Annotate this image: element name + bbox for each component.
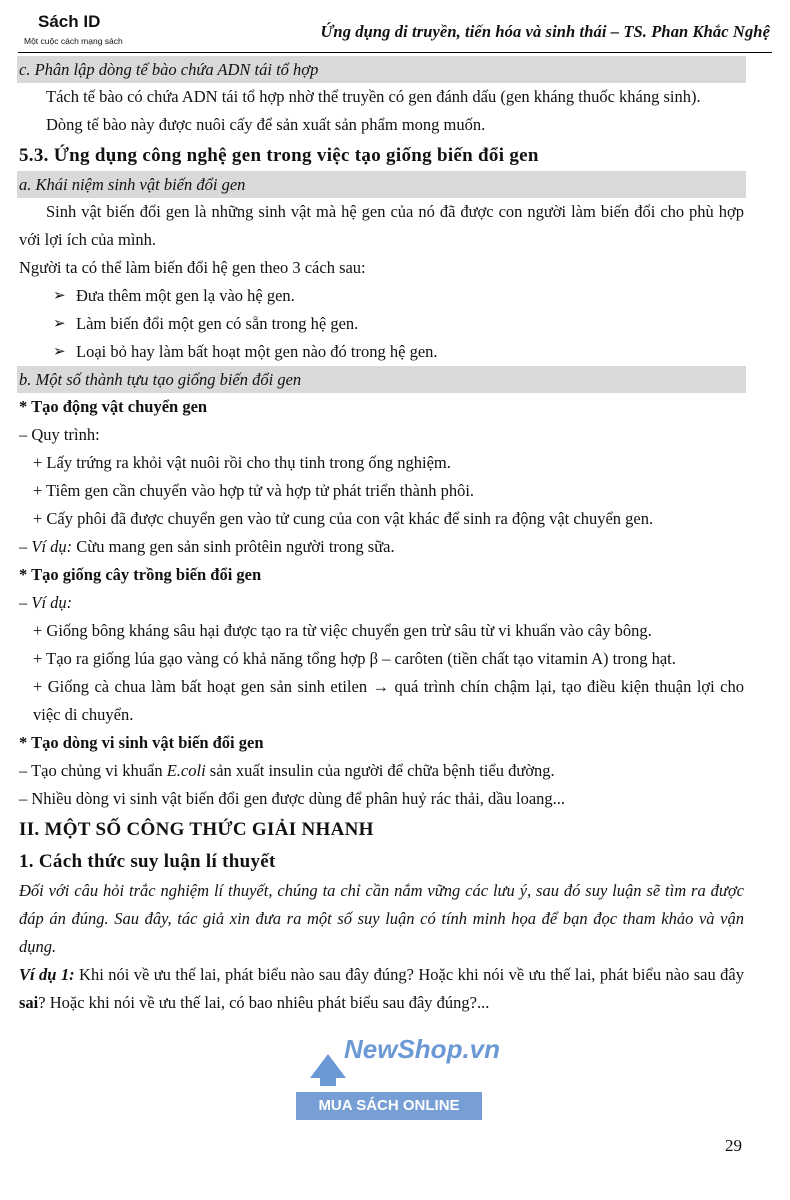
logo-tagline: Một cuộc cách mạng sách — [24, 36, 123, 46]
arrow-bullet-icon: ➢ — [53, 344, 66, 360]
topic-heading: * Tạo động vật chuyển gen — [19, 397, 208, 416]
list-item: + Giống cà chua làm bất hoạt gen sản sinh etilen → quá trình chín chậm lại, tạo điều kiện thuận lợi cho việc di chuyển. — [33, 677, 744, 724]
topic-heading: * Tạo dòng vi sinh vật biến đổi gen — [19, 733, 264, 752]
subheading-a: a. Khái niệm sinh vật biến đổi gen — [17, 171, 746, 198]
list-item: + Tạo ra giống lúa gạo vàng có khả năng tổng hợp β – carôten (tiền chất tạo vitamin A) trong hạt. — [33, 649, 676, 668]
watermark — [296, 1030, 501, 1122]
paragraph: – Tạo chủng vi khuẩn E.coli sản xuất insulin của người để chữa bệnh tiểu đường. — [19, 761, 555, 780]
list-item: + Tiêm gen cần chuyển vào hợp tử và hợp tử phát triển thành phôi. — [33, 481, 475, 500]
page-header — [18, 8, 772, 53]
section-heading-5-3: 5.3. Ứng dụng công nghệ gen trong việc tạo giống biến đổi gen — [19, 145, 539, 166]
list-item: ➢ Đưa thêm một gen lạ vào hệ gen. — [19, 282, 744, 310]
book-title: Ứng dụng di truyền, tiến hóa và sinh thái – TS. Phan Khắc Nghệ — [320, 22, 770, 41]
paragraph: Người ta có thể làm biến đổi hệ gen theo 3 cách sau: — [19, 258, 366, 277]
list-item: + Cấy phôi đã được chuyển gen vào tử cung của con vật khác để sinh ra động vật chuyển gen. — [33, 509, 654, 528]
page-number: 29 — [725, 1136, 742, 1155]
section-heading-1: 1. Cách thức suy luận lí thuyết — [19, 851, 276, 872]
arrow-bullet-icon: ➢ — [53, 316, 66, 332]
paragraph: Dòng tế bào này được nuôi cấy để sản xuất sản phẩm mong muốn. — [46, 115, 486, 134]
paragraph: – Nhiều dòng vi sinh vật biến đổi gen được dùng để phân huỷ rác thải, dầu loang... — [19, 789, 566, 808]
watermark-banner: MUA SÁCH ONLINE — [296, 1092, 482, 1120]
part-heading: II. MỘT SỐ CÔNG THỨC GIẢI NHANH — [19, 819, 374, 840]
subheading-b: b. Một số thành tựu tạo giống biến đổi gen — [17, 366, 746, 393]
watermark-logo: NewShop.vn — [344, 1034, 501, 1064]
list-item: ➢ Loại bỏ hay làm bất hoạt một gen nào đó trong hệ gen. — [19, 338, 744, 366]
subheading-c: c. Phân lập dòng tế bào chứa ADN tái tổ hợp — [17, 56, 746, 83]
arrow-bullet-icon: ➢ — [53, 288, 66, 304]
example-paragraph: Ví dụ 1: Khi nói về ưu thế lai, phát biểu nào sau đây đúng? Hoặc khi nói về ưu thế lai, phát biểu nào sau đây sai? Hoặc khi nói về ưu thế lai, có bao nhiêu phát biểu sau đây đúng?... — [19, 965, 745, 1012]
example-line: – Ví dụ: Cừu mang gen sản sinh prôtêin người trong sữa. — [19, 537, 395, 556]
topic-heading: * Tạo giống cây trồng biến đổi gen — [19, 565, 262, 584]
logo-title: Sách ID — [38, 12, 101, 31]
list-item: + Lấy trứng ra khỏi vật nuôi rồi cho thụ tinh trong ống nghiệm. — [33, 453, 451, 472]
list-item: ➢ Làm biến đổi một gen có sẵn trong hệ gen. — [19, 310, 744, 338]
paragraph: Sinh vật biến đổi gen là những sinh vật mà hệ gen của nó đã được con người làm biến đổi cho phù hợp với lợi ích của mình. — [19, 202, 744, 249]
intro-paragraph: Đối với câu hỏi trắc nghiệm lí thuyết, chúng ta chỉ cần nắm vững các lưu ý, sau đó suy luận sẽ tìm ra được đáp án đúng. Sau đây, tác giả xin đưa ra một số suy luận có tính minh họa để bạn đọc tham khảo và vận dụng. — [19, 881, 744, 956]
page-content — [19, 56, 744, 1017]
list-item: + Giống bông kháng sâu hại được tạo ra từ việc chuyển gen trừ sâu từ vi khuẩn vào cây bông. — [33, 621, 652, 640]
paragraph: – Quy trình: — [19, 425, 100, 444]
paragraph: Tách tế bào có chứa ADN tái tổ hợp nhờ thể truyền có gen đánh dấu (gen kháng thuốc kháng sinh). — [46, 87, 701, 106]
example-label: – Ví dụ: — [19, 593, 73, 612]
